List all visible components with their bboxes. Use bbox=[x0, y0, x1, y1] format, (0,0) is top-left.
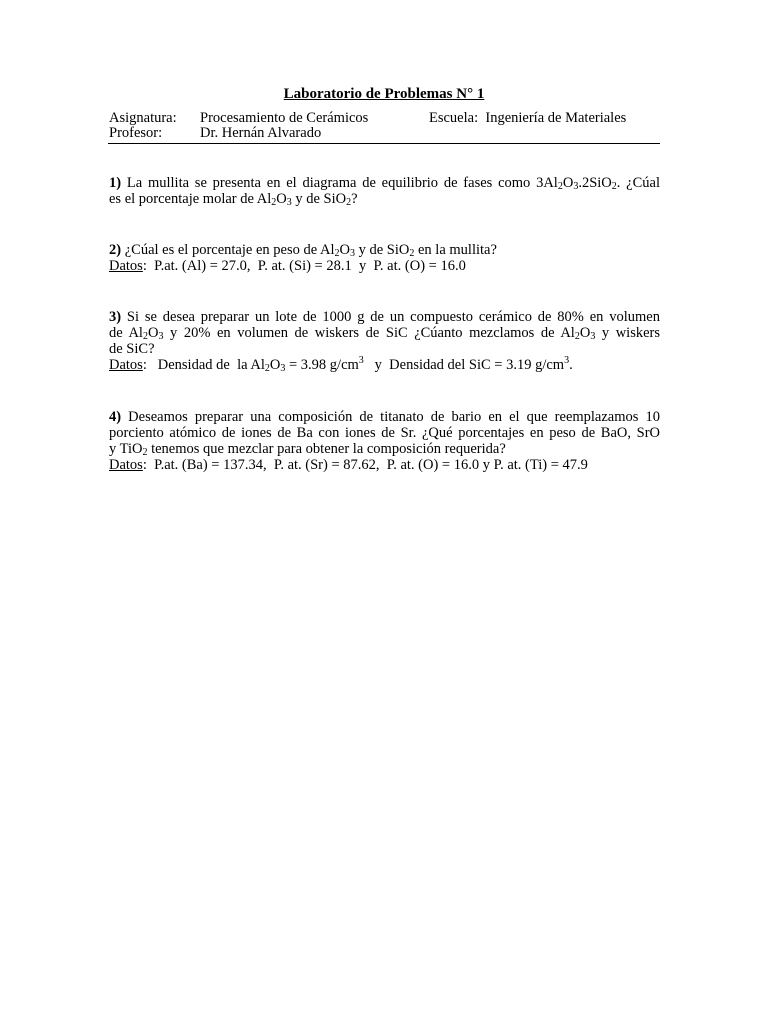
data-label: Datos bbox=[109, 457, 143, 473]
subject-label: Asignatura: bbox=[109, 110, 177, 126]
professor-label: Profesor: bbox=[109, 125, 163, 141]
problem-3-line-1: 3) Si se desea preparar un lote de 1000 g de un compuesto cerámico de 80% en volumen bbox=[109, 309, 660, 325]
problem-3-line-3: de SiC? bbox=[109, 341, 155, 357]
professor-value: Dr. Hernán Alvarado bbox=[200, 125, 322, 141]
problem-1-line-1: 1) La mullita se presenta en el diagrama de equilibrio de fases como $3Al_2O_3.2SiO_2$. ¿Cúal bbox=[109, 175, 660, 192]
problem-3 bbox=[109, 309, 660, 373]
problem-4-data: Datos: P.at. (Ba) = 137.34, P. at. (Sr) = 87.62, P. at. (O) = 16.0 y P. at. (Ti) = 47.9 bbox=[109, 457, 588, 473]
problem-2 bbox=[109, 242, 660, 274]
data-label: Datos bbox=[109, 357, 143, 373]
problem-3-data: Datos: Densidad de la $Al_2O_3 = 3.98$ $g/cm^3$ y Densidad del SiC = 3.19 $g/cm^3$. bbox=[109, 355, 573, 374]
school-label: Escuela: bbox=[429, 110, 479, 126]
header-divider bbox=[108, 143, 660, 144]
problem-4 bbox=[109, 409, 660, 473]
school-field bbox=[429, 110, 626, 126]
problem-number: 3) bbox=[109, 309, 122, 325]
problem-number: 4) bbox=[109, 409, 122, 425]
problem-4-line-2: porciento atómico de iones de Ba con iones de Sr. ¿Qué porcentajes en peso de BaO, SrO bbox=[109, 425, 660, 441]
subject-value: Procesamiento de Cerámicos bbox=[200, 110, 369, 126]
problem-number: 2) bbox=[109, 242, 122, 258]
problem-2-line-1: 2) ¿Cúal es el porcentaje en peso de $Al_2O_3$ y de SiO$_2$ en la mullita? bbox=[109, 242, 497, 259]
problem-4-line-1: 4) Deseamos preparar una composición de titanato de bario en el que reemplazamos 10 bbox=[109, 409, 660, 425]
problem-4-line-3: y TiO$_2$ tenemos que mezclar para obtener la composición requerida? bbox=[109, 441, 506, 458]
data-label: Datos bbox=[109, 258, 143, 274]
problem-2-data: Datos: P.at. (Al) = 27.0, P. at. (Si) = 28.1 y P. at. (O) = 16.0 bbox=[109, 258, 466, 274]
school-value: Ingeniería de Materiales bbox=[485, 110, 627, 126]
problem-3-line-2: de $Al_2O_3$ y 20% en volumen de wiskers de SiC ¿Cúanto mezclamos de $Al_2O_3$ y wiskers bbox=[109, 325, 660, 342]
problem-number: 1) bbox=[109, 175, 122, 191]
problem-1 bbox=[109, 175, 660, 207]
page-title: Laboratorio de Problemas N° 1 bbox=[283, 86, 485, 102]
problem-1-line-2: es el porcentaje molar de $Al_2O_3$ y de SiO$_2$? bbox=[109, 191, 358, 208]
